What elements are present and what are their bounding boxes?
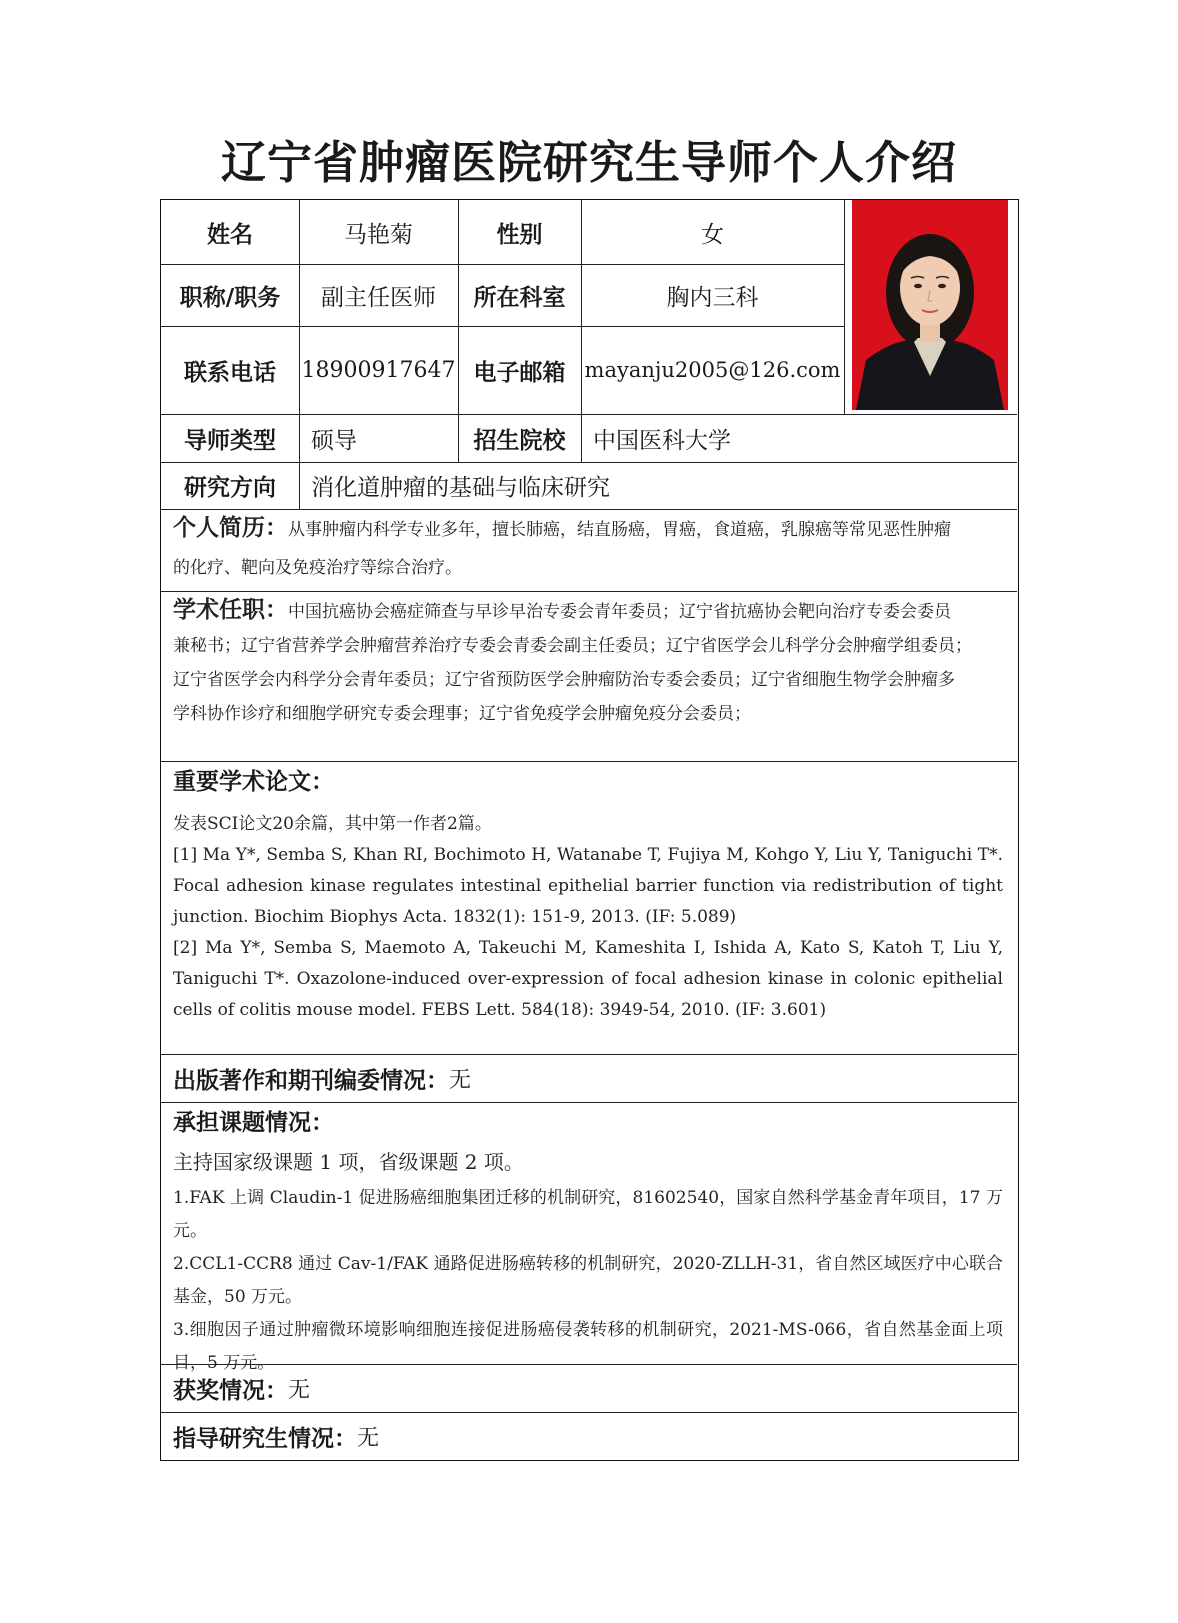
position-value: 副主任医师 [321, 284, 436, 311]
position-label: 职称/职务 [179, 284, 281, 311]
gender-label: 性别 [496, 221, 543, 248]
dept-label: 所在科室 [473, 284, 566, 311]
papers-section [173, 763, 1003, 1026]
page-title: 辽宁省肿瘤医院研究生导师个人介绍 [220, 136, 957, 189]
research-label: 研究方向 [184, 475, 276, 501]
students-label: 指导研究生情况： [173, 1425, 357, 1452]
project-item-1: 1.FAK 上调 Claudin-1 促进肠癌细胞集团迁移的机制研究，81602540，国家自然科学基金青年项目，17 万元。 [173, 1188, 1003, 1241]
papers-label: 重要学术论文： [173, 769, 334, 795]
publications-section [173, 1054, 1003, 1102]
profile-label: 个人简历： [173, 515, 288, 541]
positions-line2: 兼秘书；辽宁省营养学会肿瘤营养治疗专委会青委会副主任委员；辽宁省医学会儿科学分会肿瘤学组委员； [173, 636, 972, 656]
positions-line1: 中国抗癌协会癌症筛查与早诊早治专委会青年委员；辽宁省抗癌协会靶向治疗专委会委员 [288, 602, 951, 622]
awards-value: 无 [288, 1377, 311, 1403]
name-value: 马艳菊 [344, 221, 413, 248]
advisor-type-label: 导师类型 [184, 427, 276, 454]
profile-line2: 的化疗、靶向及免疫治疗等综合治疗。 [173, 558, 462, 578]
projects-section [173, 1104, 1003, 1380]
email-label: 电子邮箱 [473, 359, 566, 386]
positions-line3: 辽宁省医学会内科学分会青年委员；辽宁省预防医学会肿瘤防治专委会委员；辽宁省细胞生物学会肿瘤多 [173, 670, 955, 690]
row-divider [161, 1102, 1017, 1103]
awards-label: 获奖情况： [173, 1377, 288, 1404]
row-divider [161, 761, 1017, 762]
projects-label: 承担课题情况： [173, 1110, 334, 1136]
project-item-2: 2.CCL1-CCR8 通过 Cav-1/FAK 通路促进肠癌转移的机制研究，2020-ZLLH-31，省自然区域医疗中心联合基金，50 万元。 [173, 1254, 1003, 1307]
project-item-3: 3.细胞因子通过肿瘤微环境影响细胞连接促进肠癌侵袭转移的机制研究，2021-MS-066，省自然基金面上项目，5 万元。 [173, 1320, 1003, 1373]
school-label: 招生院校 [473, 427, 566, 454]
phone-label: 联系电话 [184, 359, 276, 386]
email-value: mayanju2005@126.com [584, 358, 841, 382]
advisor-type-value: 硕导 [311, 427, 357, 454]
students-section [173, 1412, 1003, 1460]
row-divider [161, 591, 1017, 592]
positions-label: 学术任职： [173, 597, 288, 623]
info-table [160, 199, 1019, 1461]
students-value: 无 [357, 1425, 380, 1451]
papers-summary: 发表SCI论文20余篇，其中第一作者2篇。 [173, 814, 492, 834]
positions-section [173, 593, 1003, 731]
publications-value: 无 [449, 1067, 472, 1093]
dept-value: 胸内三科 [666, 284, 759, 311]
school-value: 中国医科大学 [593, 427, 731, 454]
row-divider [161, 509, 1017, 510]
phone-value: 18900917647 [301, 357, 456, 383]
paper-2: [2] Ma Y*, Semba S, Maemoto A, Takeuchi M, Kameshita I, Ishida A, Kato S, Katoh T, Liu Y, Taniguchi T*. Oxazolone-induced over-expression of focal adhesion kinase in colonic epithelial cells of colitis mouse model. FEBS Lett. 584(18): 3949-54, 2010. (IF: 3.601) [173, 938, 1003, 1020]
research-value: 消化道肿瘤的基础与临床研究 [311, 475, 610, 501]
profile-line1: 从事肿瘤内科学专业多年，擅长肺癌，结直肠癌，胃癌，食道癌，乳腺癌等常见恶性肿瘤 [288, 520, 951, 540]
projects-summary: 主持国家级课题 1 项，省级课题 2 项。 [173, 1150, 524, 1174]
name-label: 姓名 [207, 221, 253, 248]
profile-section [173, 511, 1003, 585]
paper-1: [1] Ma Y*, Semba S, Khan RI, Bochimoto H, Watanabe T, Fujiya M, Kohgo Y, Liu Y, Taniguchi T*. Focal adhesion kinase regulates intestinal epithelial barrier function via redistribution of tight junction. Biochim Biophys Acta. 1832(1): 151-9, 2013. (IF: 5.089) [173, 845, 1003, 927]
publications-label: 出版著作和期刊编委情况： [173, 1067, 449, 1094]
positions-line4: 学科协作诊疗和细胞学研究专委会理事；辽宁省免疫学会肿瘤免疫分会委员； [173, 704, 751, 724]
gender-value: 女 [701, 221, 724, 248]
awards-section [173, 1364, 1003, 1412]
col-divider [844, 200, 845, 414]
